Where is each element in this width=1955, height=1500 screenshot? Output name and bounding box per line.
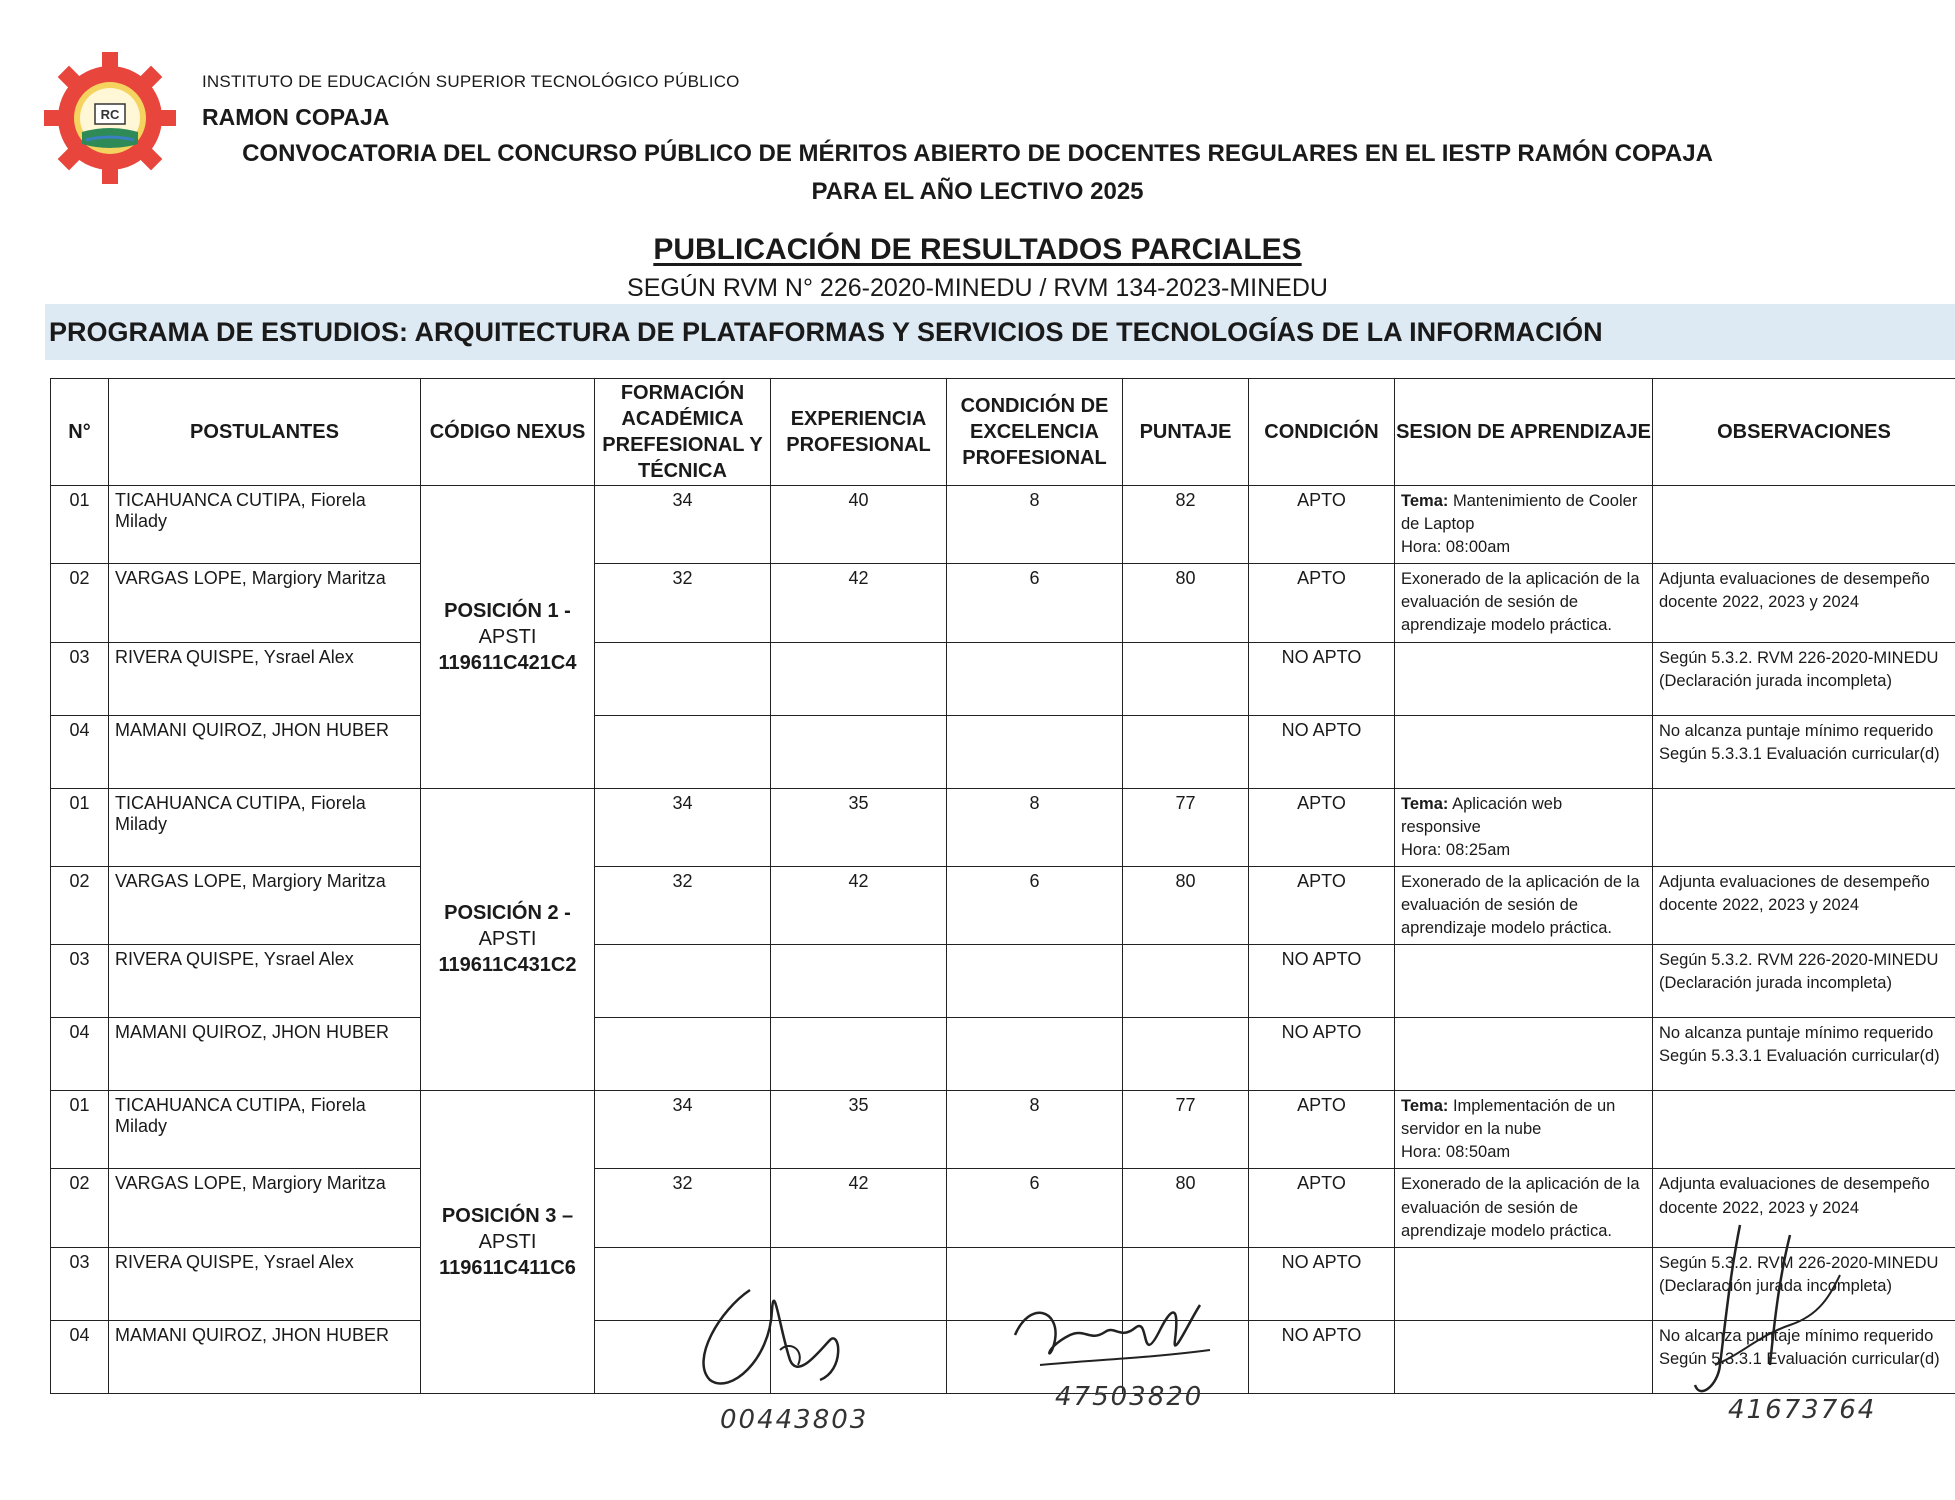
publication-title-text: PUBLICACIÓN DE RESULTADOS PARCIALES	[653, 233, 1302, 266]
row-number: 02	[51, 1169, 109, 1247]
signature-1-dni: 00443803	[720, 1405, 869, 1435]
observacion: Adjunta evaluaciones de desempeño docente 2022, 2023 y 2024	[1653, 866, 1955, 944]
puntaje-total	[1123, 715, 1249, 788]
nexus-code: 119611C431C2	[438, 954, 577, 977]
table-row	[51, 866, 1955, 944]
table-row	[51, 642, 1955, 715]
logo-text: RC	[100, 107, 120, 122]
sesion-cell	[1395, 1247, 1653, 1320]
table-row	[51, 788, 1955, 866]
row-number: 04	[51, 1320, 109, 1393]
row-number: 02	[51, 564, 109, 642]
position-label: POSICIÓN 3 –	[441, 1204, 574, 1227]
position-label: POSICIÓN 1 -	[444, 599, 571, 622]
postulante-name: MAMANI QUIROZ, JHON HUBER	[109, 1320, 421, 1393]
excelencia-score: 8	[947, 486, 1123, 564]
condicion-status: NO APTO	[1249, 1247, 1395, 1320]
convocatoria-year: PARA EL AÑO LECTIVO 2025	[811, 178, 1144, 205]
col-puntaje: PUNTAJE	[1123, 379, 1249, 486]
excelencia-score	[947, 1018, 1123, 1091]
table-row	[51, 715, 1955, 788]
postulante-name: TICAHUANCA CUTIPA, Fiorela Milady	[109, 788, 421, 866]
puntaje-total	[1123, 1018, 1249, 1091]
signature-3-dni: 41673764	[1728, 1395, 1877, 1425]
formacion-score: 32	[595, 1169, 771, 1247]
postulante-name: RIVERA QUISPE, Ysrael Alex	[109, 642, 421, 715]
signature-3	[1680, 1215, 1860, 1415]
nexus-code: 119611C421C4	[438, 651, 577, 674]
puntaje-total: 77	[1123, 1091, 1249, 1169]
observacion: No alcanza puntaje mínimo requerido Según 5.3.3.1 Evaluación curricular(d)	[1653, 1320, 1955, 1393]
formacion-score: 34	[595, 788, 771, 866]
codigo-nexus-cell	[421, 486, 595, 789]
codigo-nexus-cell	[421, 1091, 595, 1394]
col-sesion: SESION DE APRENDIZAJE	[1395, 379, 1653, 486]
row-number: 03	[51, 642, 109, 715]
signature-2-dni: 47503820	[1055, 1382, 1204, 1412]
row-number: 02	[51, 866, 109, 944]
puntaje-total	[1123, 945, 1249, 1018]
observacion: Adjunta evaluaciones de desempeño docente 2022, 2023 y 2024	[1653, 1169, 1955, 1247]
area-label: APSTI	[478, 928, 537, 951]
nexus-code: 119611C411C6	[439, 1256, 576, 1279]
table-row	[51, 1091, 1955, 1169]
publication-title	[0, 233, 1955, 267]
excelencia-score: 6	[947, 1169, 1123, 1247]
sesion-text: Aplicación web responsive	[1401, 794, 1563, 836]
results-table-body	[51, 486, 1955, 1394]
postulante-name: TICAHUANCA CUTIPA, Fiorela Milady	[109, 1091, 421, 1169]
condicion-status: APTO	[1249, 866, 1395, 944]
col-excelencia: CONDICIÓN DE EXCELENCIA PROFESIONAL	[947, 379, 1123, 486]
sesion-text: Exonerado de la aplicación de la evaluación de sesión de aprendizaje modelo práctica.	[1401, 570, 1640, 635]
observacion: Según 5.3.2. RVM 226-2020-MINEDU (Declaración jurada incompleta)	[1653, 642, 1955, 715]
formacion-score	[595, 642, 771, 715]
observacion	[1653, 1091, 1955, 1169]
formacion-score: 34	[595, 1091, 771, 1169]
formacion-score	[595, 1018, 771, 1091]
observacion: Según 5.3.2. RVM 226-2020-MINEDU (Declaración jurada incompleta)	[1653, 1247, 1955, 1320]
row-number: 04	[51, 715, 109, 788]
convocatoria-title: CONVOCATORIA DEL CONCURSO PÚBLICO DE MÉRITOS ABIERTO DE DOCENTES REGULARES EN EL IESTP RAMÓN COPAJA	[242, 140, 1713, 167]
experiencia-score: 42	[771, 866, 947, 944]
postulante-name: RIVERA QUISPE, Ysrael Alex	[109, 1247, 421, 1320]
puntaje-total: 80	[1123, 1169, 1249, 1247]
observacion: Según 5.3.2. RVM 226-2020-MINEDU (Declaración jurada incompleta)	[1653, 945, 1955, 1018]
sesion-hora: Hora: 08:00am	[1401, 538, 1511, 557]
observacion: Adjunta evaluaciones de desempeño docente 2022, 2023 y 2024	[1653, 564, 1955, 642]
sesion-cell	[1395, 866, 1653, 944]
results-table-header	[51, 379, 1955, 486]
condicion-status: NO APTO	[1249, 715, 1395, 788]
formacion-score	[595, 945, 771, 1018]
excelencia-score: 6	[947, 866, 1123, 944]
condicion-status: NO APTO	[1249, 1018, 1395, 1091]
col-condicion: CONDICIÓN	[1249, 379, 1395, 486]
sesion-label: Tema:	[1401, 1097, 1449, 1116]
experiencia-score	[771, 945, 947, 1018]
condicion-status: APTO	[1249, 1091, 1395, 1169]
row-number: 04	[51, 1018, 109, 1091]
sesion-label: Tema:	[1401, 794, 1449, 813]
sesion-text: Exonerado de la aplicación de la evaluación de sesión de aprendizaje modelo práctica.	[1401, 872, 1640, 938]
condicion-status: NO APTO	[1249, 642, 1395, 715]
col-codigo-nexus: CÓDIGO NEXUS	[421, 379, 595, 486]
condicion-status: APTO	[1249, 788, 1395, 866]
sesion-cell	[1395, 1091, 1653, 1169]
excelencia-score: 8	[947, 1091, 1123, 1169]
observacion	[1653, 788, 1955, 866]
postulante-name: MAMANI QUIROZ, JHON HUBER	[109, 715, 421, 788]
experiencia-score: 40	[771, 486, 947, 564]
postulante-name: VARGAS LOPE, Margiory Maritza	[109, 866, 421, 944]
excelencia-score	[947, 642, 1123, 715]
formacion-score: 32	[595, 564, 771, 642]
puntaje-total: 80	[1123, 564, 1249, 642]
formacion-score: 34	[595, 486, 771, 564]
condicion-status: APTO	[1249, 486, 1395, 564]
sesion-cell	[1395, 564, 1653, 642]
postulante-name: MAMANI QUIROZ, JHON HUBER	[109, 1018, 421, 1091]
sesion-text: Exonerado de la aplicación de la evaluación de sesión de aprendizaje modelo práctica.	[1401, 1175, 1640, 1240]
experiencia-score: 42	[771, 1169, 947, 1247]
sesion-cell	[1395, 1018, 1653, 1091]
condicion-status: APTO	[1249, 1169, 1395, 1247]
signature-1	[680, 1270, 870, 1400]
sesion-cell	[1395, 1169, 1653, 1247]
table-row	[51, 1169, 1955, 1247]
postulante-name: VARGAS LOPE, Margiory Maritza	[109, 1169, 421, 1247]
experiencia-score	[771, 1018, 947, 1091]
excelencia-score: 8	[947, 788, 1123, 866]
position-label: POSICIÓN 2 -	[444, 902, 571, 925]
col-observaciones: OBSERVACIONES	[1653, 379, 1955, 486]
sesion-cell	[1395, 1320, 1653, 1393]
puntaje-total: 80	[1123, 866, 1249, 944]
row-number: 01	[51, 486, 109, 564]
results-table	[50, 378, 1955, 1394]
excelencia-score	[947, 715, 1123, 788]
sesion-text: Implementación de un servidor en la nube	[1401, 1097, 1616, 1139]
experiencia-score: 35	[771, 1091, 947, 1169]
program-banner: PROGRAMA DE ESTUDIOS: ARQUITECTURA DE PLATAFORMAS Y SERVICIOS DE TECNOLOGÍAS DE LA INFORMACIÓN	[45, 304, 1955, 360]
sesion-hora: Hora: 08:50am	[1401, 1143, 1511, 1162]
sesion-hora: Hora: 08:25am	[1401, 840, 1511, 859]
observacion	[1653, 486, 1955, 564]
puntaje-total: 77	[1123, 788, 1249, 866]
row-number: 01	[51, 1091, 109, 1169]
experiencia-score: 42	[771, 564, 947, 642]
codigo-nexus-cell	[421, 788, 595, 1091]
condicion-status: NO APTO	[1249, 1320, 1395, 1393]
sesion-cell	[1395, 715, 1653, 788]
experiencia-score	[771, 715, 947, 788]
sesion-text: Mantenimiento de Cooler de Laptop	[1401, 492, 1638, 534]
sesion-cell	[1395, 788, 1653, 866]
experiencia-score: 35	[771, 788, 947, 866]
condicion-status: APTO	[1249, 564, 1395, 642]
table-row	[51, 486, 1955, 564]
signature-2	[1000, 1280, 1230, 1390]
table-row	[51, 1018, 1955, 1091]
area-label: APSTI	[478, 1230, 537, 1253]
col-postulantes: POSTULANTES	[109, 379, 421, 486]
postulante-name: RIVERA QUISPE, Ysrael Alex	[109, 945, 421, 1018]
formacion-score	[595, 715, 771, 788]
observacion: No alcanza puntaje mínimo requerido Según 5.3.3.1 Evaluación curricular(d)	[1653, 1018, 1955, 1091]
sesion-cell	[1395, 642, 1653, 715]
puntaje-total: 82	[1123, 486, 1249, 564]
col-experiencia: EXPERIENCIA PROFESIONAL	[771, 379, 947, 486]
col-formacion: FORMACIÓN ACADÉMICA PREFESIONAL Y TÉCNICA	[595, 379, 771, 486]
rvm-reference: SEGÚN RVM N° 226-2020-MINEDU / RVM 134-2023-MINEDU	[627, 274, 1328, 302]
postulante-name: VARGAS LOPE, Margiory Maritza	[109, 564, 421, 642]
excelencia-score	[947, 945, 1123, 1018]
excelencia-score: 6	[947, 564, 1123, 642]
area-label: APSTI	[478, 625, 537, 648]
table-row	[51, 945, 1955, 1018]
institution-name: RAMON COPAJA	[202, 104, 390, 130]
observacion: No alcanza puntaje mínimo requerido Según 5.3.3.1 Evaluación curricular(d)	[1653, 715, 1955, 788]
experiencia-score	[771, 642, 947, 715]
col-number: N°	[51, 379, 109, 486]
sesion-cell	[1395, 486, 1653, 564]
sesion-label: Tema:	[1401, 492, 1449, 510]
institution-type: INSTITUTO DE EDUCACIÓN SUPERIOR TECNOLÓGICO PÚBLICO	[202, 72, 740, 91]
table-row	[51, 564, 1955, 642]
puntaje-total	[1123, 642, 1249, 715]
row-number: 01	[51, 788, 109, 866]
row-number: 03	[51, 945, 109, 1018]
postulante-name: TICAHUANCA CUTIPA, Fiorela Milady	[109, 486, 421, 564]
sesion-cell	[1395, 945, 1653, 1018]
condicion-status: NO APTO	[1249, 945, 1395, 1018]
row-number: 03	[51, 1247, 109, 1320]
formacion-score: 32	[595, 866, 771, 944]
